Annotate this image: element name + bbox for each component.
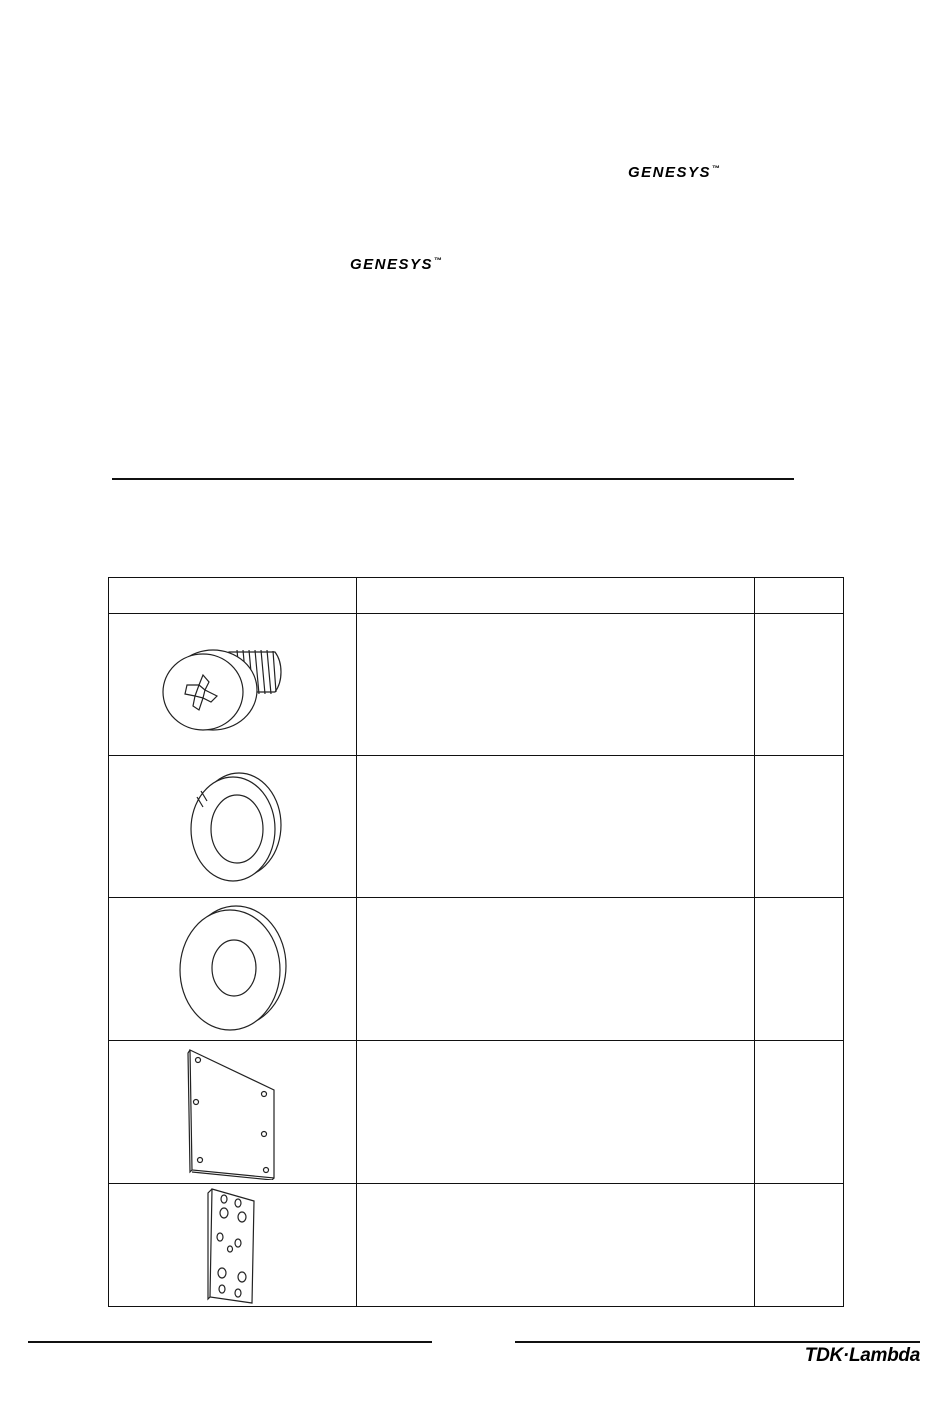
square-plate-icon: [182, 1044, 282, 1180]
part-picture-cell: [109, 1184, 357, 1307]
table-row: [109, 898, 844, 1041]
table-header-cell: [356, 578, 754, 614]
table-row: [109, 756, 844, 898]
table-header-cell: [109, 578, 357, 614]
genesys-logo-text: GENESYS: [628, 164, 712, 181]
tdk-lambda-logo: TDK·Lambda: [804, 1345, 920, 1366]
part-description: [356, 756, 754, 898]
table-header-cell: [755, 578, 844, 614]
footer-rule-right: [515, 1341, 920, 1343]
genesys-logo-text: GENESYS: [350, 256, 434, 273]
part-picture-cell: [109, 614, 357, 756]
part-description: [356, 898, 754, 1041]
parts-table: [108, 577, 844, 1307]
table-row: [109, 614, 844, 756]
genesys-logo-secondary: [350, 256, 442, 273]
table-row: [109, 1041, 844, 1184]
split-lock-washer-icon: [177, 767, 287, 887]
bracket-plate-icon: [202, 1185, 262, 1305]
part-quantity: [755, 1041, 844, 1184]
trademark-symbol: ™: [712, 164, 721, 173]
part-quantity: [755, 614, 844, 756]
footer-rule-left: [28, 1341, 432, 1343]
trademark-symbol: ™: [434, 256, 443, 265]
flat-washer-icon: [172, 904, 292, 1034]
genesys-logo: [628, 164, 720, 181]
part-description: [356, 614, 754, 756]
part-description: [356, 1041, 754, 1184]
part-picture-cell: [109, 1041, 357, 1184]
part-quantity: [755, 898, 844, 1041]
phillips-screw-icon: [157, 630, 307, 740]
part-picture-cell: [109, 898, 357, 1041]
table-header-row: [109, 578, 844, 614]
part-description: [356, 1184, 754, 1307]
table-row: [109, 1184, 844, 1307]
part-quantity: [755, 756, 844, 898]
part-quantity: [755, 1184, 844, 1307]
part-picture-cell: [109, 756, 357, 898]
section-divider: [112, 478, 794, 480]
